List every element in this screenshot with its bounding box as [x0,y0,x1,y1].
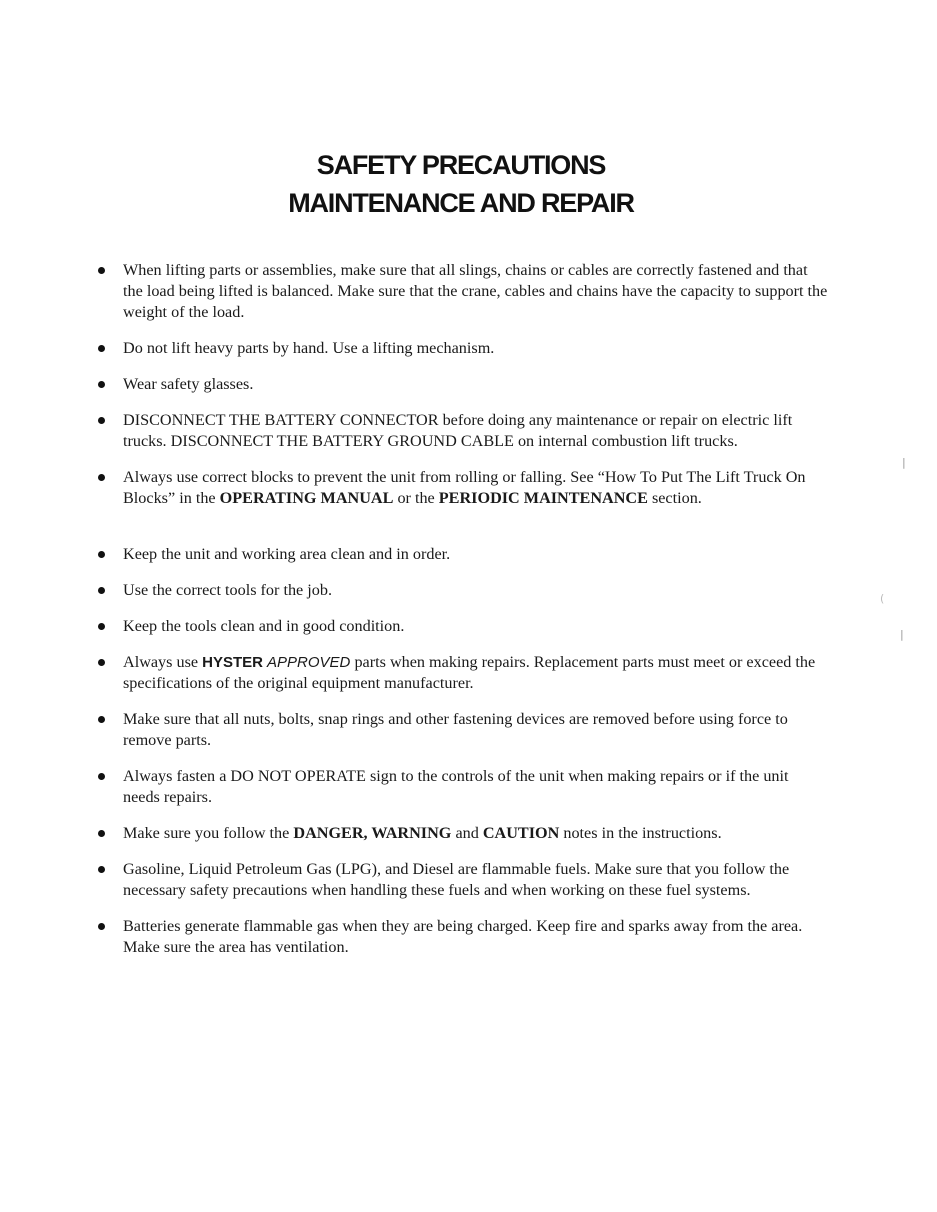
bullet-icon [98,623,105,630]
bullet-icon [98,866,105,873]
hyster-brand: HYSTER [202,654,263,671]
bullet-icon [98,474,105,481]
scan-mark: ( [880,592,885,605]
item-text: Use the correct tools for the job. [123,581,333,599]
bullet-icon [98,659,105,666]
item-text-part: Make sure you follow the [123,824,294,842]
bullet-icon [98,716,105,723]
item-text: When lifting parts or assemblies, make sure that all slings, chains or cables are correctly fastened and that the load being lifted is balanced. Make sure that the crane, cables and chains have the capacity to support the weight of the load. [123,261,828,321]
item-text-part: parts when making repairs. Replacement parts must meet or exceed the specifications of the original equipment manufacturer. [123,653,816,692]
scan-mark: | [902,456,906,469]
list-item [88,709,828,751]
bullet-icon [98,381,105,388]
list-item [88,338,828,359]
list-item [88,652,828,694]
item-text: Do not lift heavy parts by hand. Use a lifting mechanism. [123,339,495,357]
item-text: Wear safety glasses. [123,375,254,393]
item-text-part: or the [393,489,439,507]
bullet-icon [98,417,105,424]
item-text: Keep the tools clean and in good condition. [123,617,405,635]
item-text-part: notes in the instructions. [559,824,722,842]
list-item [88,374,828,395]
item-text: Batteries generate flammable gas when they are being charged. Keep fire and sparks away from the area. Make sure the area has ventilation. [123,917,803,956]
danger-warning-ref: DANGER, WARNING [293,824,452,842]
caution-ref: CAUTION [482,824,560,842]
bullet-icon [98,551,105,558]
item-text: Make sure that all nuts, bolts, snap rings and other fastening devices are removed before using force to remove parts. [123,710,788,749]
list-item [88,410,828,452]
list-item [88,859,828,901]
scan-mark: | [900,628,904,641]
bullet-icon [98,587,105,594]
precautions-list [88,260,828,973]
title-line-2: MAINTENANCE AND REPAIR [288,188,634,218]
list-item [88,544,828,565]
item-text-part: Always use [123,653,203,671]
list-item [88,467,828,509]
bullet-icon [98,267,105,274]
item-text-part: and [451,824,483,842]
list-item [88,823,828,844]
item-text: Always fasten a DO NOT OPERATE sign to the controls of the unit when making repairs or if the unit needs repairs. [123,767,789,806]
list-item [88,616,828,637]
bullet-icon [98,923,105,930]
item-text: Gasoline, Liquid Petroleum Gas (LPG), and Diesel are flammable fuels. Make sure that you follow the necessary safety precautions when handling these fuels and when working on these fuel systems. [123,860,790,899]
bullet-icon [98,773,105,780]
list-item [88,766,828,808]
item-text-part: section. [647,489,702,507]
item-text: DISCONNECT THE BATTERY CONNECTOR before doing any maintenance or repair on electric lift trucks. DISCONNECT THE BATTERY GROUND CABLE on internal combustion lift trucks. [123,411,793,450]
periodic-maintenance-ref: PERIODIC MAINTENANCE [438,489,648,507]
bullet-icon [98,345,105,352]
page-title [0,146,922,222]
title-line-1: SAFETY PRECAUTIONS [316,150,606,180]
approved-label: APPROVED [267,654,351,671]
item-text-part: Always use correct blocks to prevent the unit from rolling or falling. See “How To Put The Lift Truck On Blocks” in the [123,468,806,507]
list-item [88,260,828,323]
list-item [88,580,828,601]
bullet-icon [98,830,105,837]
operating-manual-ref: OPERATING MANUAL [219,489,394,507]
list-item [88,916,828,958]
item-text: Keep the unit and working area clean and in order. [123,545,451,563]
